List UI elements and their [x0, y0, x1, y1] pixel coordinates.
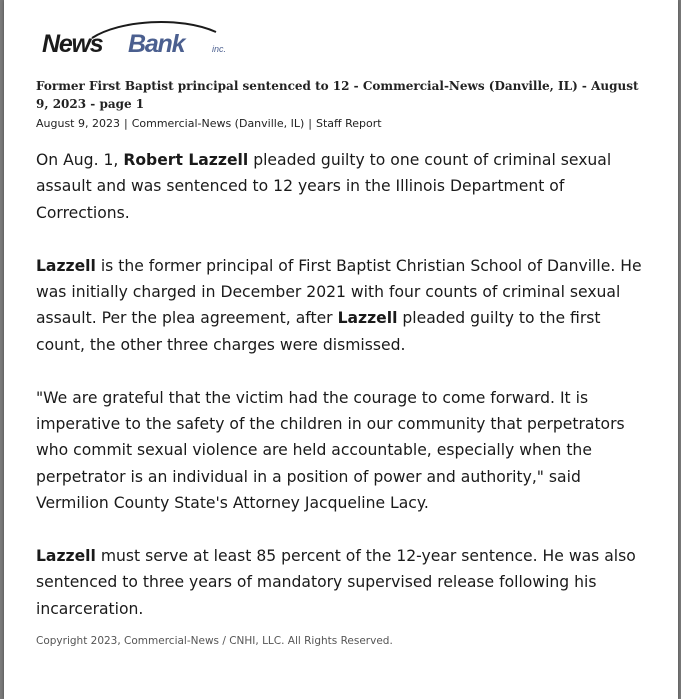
- article-headline: Former First Baptist principal sentenced to 12 - Commercial-News (Danville, IL) - August 9, 2023 - page 1: [36, 79, 639, 111]
- byline-separator: |: [308, 117, 312, 130]
- article-paragraph: [36, 385, 648, 517]
- paragraph-text: pleaded guilty to one count of criminal sexual assault and was sentenced to 12 years in the Illinois Department of Corrections.: [36, 151, 612, 222]
- document-page: [4, 0, 678, 699]
- logo-text-inc: inc.: [212, 44, 227, 54]
- copyright-notice: Copyright 2023, Commercial-News / CNHI, LLC. All Rights Reserved.: [36, 635, 393, 647]
- paragraph-text-bold: Lazzell: [337, 309, 398, 328]
- paragraph-text: On Aug. 1,: [36, 151, 124, 169]
- paragraph-text: "We are grateful that the victim had the courage to come forward. It is imperative to the safety of the children in our community that perpetrators who commit sexual violence are held accountable, especially when the perpetrator is an individual in a position of power and authority," said Vermilion County State's Attorney Jacqueline Lacy.: [36, 388, 625, 513]
- logo-text-news: News: [42, 30, 103, 58]
- byline-author: Staff Report: [315, 117, 382, 130]
- article-paragraph: [36, 253, 648, 359]
- byline-source: Commercial-News (Danville, IL): [131, 117, 305, 130]
- paragraph-text-bold: Lazzell: [36, 256, 96, 275]
- newsbank-logo: [42, 18, 242, 62]
- article-byline: [36, 117, 382, 130]
- byline-separator: |: [123, 117, 128, 130]
- logo-text-bank: Bank: [128, 30, 185, 58]
- article-paragraph: [36, 543, 648, 622]
- article-body: [36, 147, 648, 649]
- article-paragraph: [36, 147, 648, 226]
- paragraph-text: is the former principal of First Baptist Christian School of Danville. He was initially charged in December 2021 with four counts of criminal sexual assault. Per the plea agreement, after: [36, 256, 642, 328]
- paragraph-text: pleaded guilty to the first count, the other three charges were dismissed.: [36, 309, 601, 354]
- paragraph-text-bold: Lazzell: [36, 547, 96, 566]
- byline-date: August 9, 2023: [36, 117, 120, 130]
- paragraph-text-bold: Robert Lazzell: [123, 151, 249, 169]
- paragraph-text: must serve at least 85 percent of the 12-year sentence. He was also sentenced to three years of mandatory supervised release following his incarceration.: [36, 547, 636, 618]
